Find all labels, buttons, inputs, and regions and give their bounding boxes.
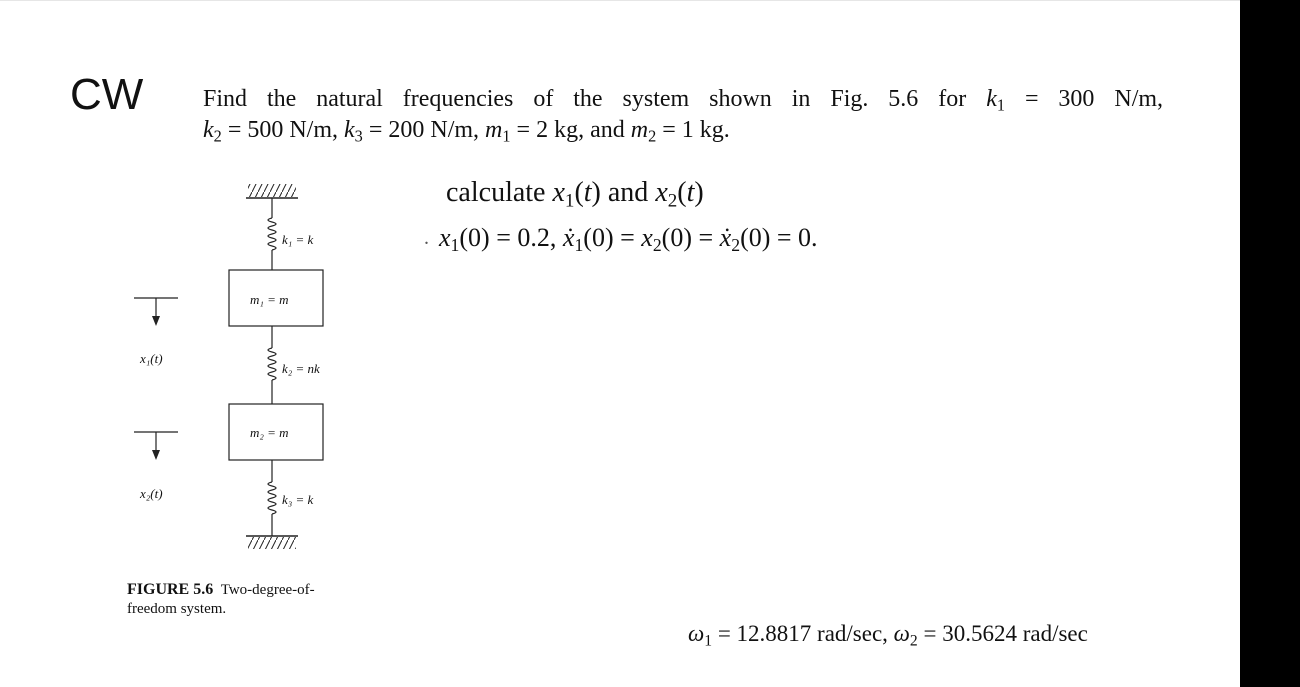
k1-value: = 300 N/m, [1024,86,1164,112]
x1-label: x₁(t) [140,351,163,366]
and-word: and [607,177,649,208]
top-ground [246,184,298,198]
figure-caption [127,580,357,619]
bottom-ground [246,536,298,549]
k2-label: k₂ = nk [282,361,320,376]
bullet-dot: . [424,227,429,249]
spring-k1 [268,198,276,270]
calculate-line: calculate $x_1(t)$ and $x_2(t)$ [446,177,704,212]
initial-conditions: . $x_1(0) = 0.2$, $ẋ_1(0) = x_2(0)$ = $ẋ_2(0) = 0$. [424,223,818,255]
caption-title: FIGURE 5.6 [127,581,214,598]
x2-arrow [134,432,178,460]
problem-line-2: $k_2 = 500$ N/m, $k_3 = 200$ N/m, $m_1 = 2$ kg, and $m_2 = 1$ kg. [203,117,730,146]
k3-value: = 200 N/m, [368,117,480,143]
m1-value: = 2 kg, and [516,117,625,143]
problem-line-1: Find the natural frequencies of the system shown in Fig. 5.6 for $k_1 = 300$ N/m, [203,86,1164,115]
cw-heading: CW [70,70,144,119]
x2dot-initial: = 0. [776,223,818,252]
spring-k2 [268,326,276,404]
k1-label: k₁ = k [282,232,314,247]
problem-prefix: Find the natural frequencies of the system shown in Fig. 5.6 for [203,86,967,112]
answer-line: $\omega_1 = 12.8817$ rad/sec, $\omega_2 = 30.5624$ rad/sec [688,621,1088,650]
omega1-value: = 12.8817 rad/sec, [717,621,888,646]
m2-label: m₂ = m [250,425,289,440]
k2-value: = 500 N/m, [227,117,339,143]
k3-label: k₃ = k [282,492,314,507]
x1-arrow [134,298,178,326]
spring-k3 [268,460,276,536]
m2-value: = 1 kg. [662,117,730,143]
x1-initial: = 0.2, [496,223,557,252]
m1-label: m₁ = m [250,292,289,307]
x2-label: x₂(t) [140,486,163,501]
x1dot-initial: = [620,223,635,252]
caption-text: Two-degree-of-freedom system. [127,582,315,617]
calculate-word: calculate [446,177,546,208]
omega2-value: = 30.5624 rad/sec [923,621,1088,646]
x2-initial: = [698,223,714,252]
